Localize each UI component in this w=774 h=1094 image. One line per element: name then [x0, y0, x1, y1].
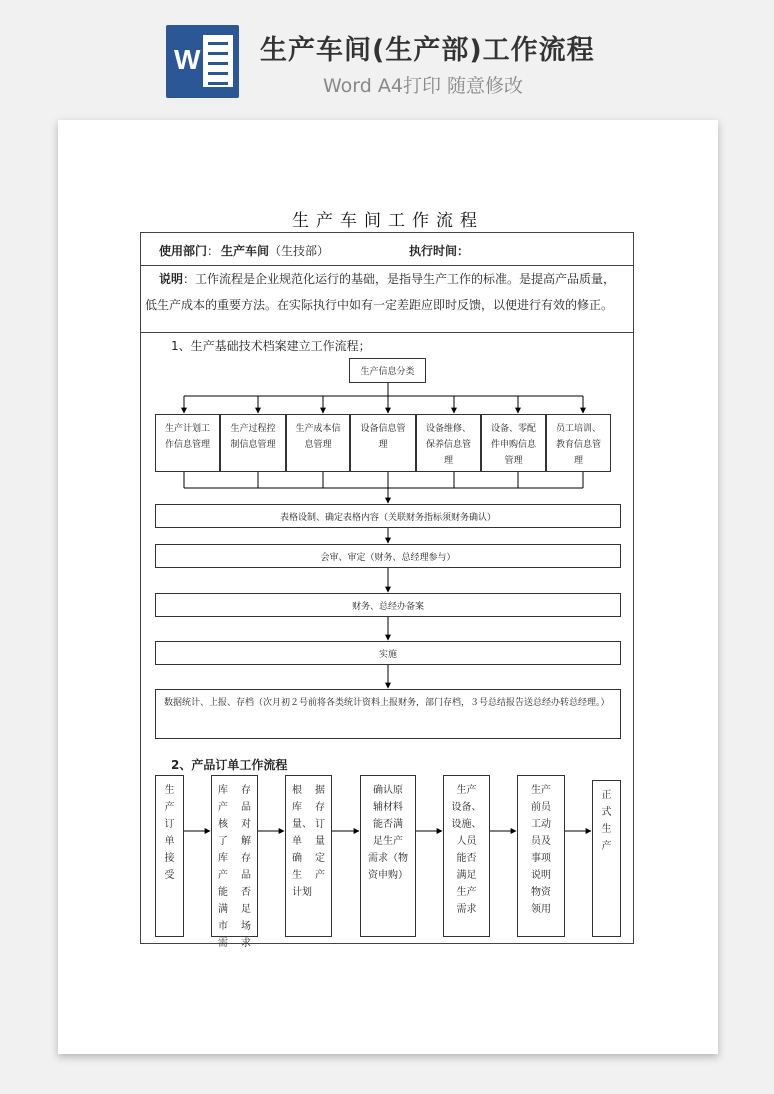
desc-line-2: 低生产成本的重要方法。在实际执行中如有一定差距应即时反馈，以便进行有效的修正。: [145, 298, 614, 312]
flow-step-box: 实施: [155, 641, 621, 665]
document-title: 生产车间工作流程: [292, 211, 484, 231]
order-step-box: 根 据 库 存 量、 订 单 量 确 定 生 产 计划: [285, 775, 332, 937]
page-header: [0, 0, 774, 110]
flow-step-box: 财务、总经办备案: [155, 593, 621, 617]
category-box: 设备信息管 理: [350, 414, 416, 472]
exec-time-label: 执行时间：: [409, 244, 470, 258]
section-1-heading: 1、生产基础技术档案建立工作流程；: [171, 339, 371, 353]
category-box: 员工培训、 教育信息管 理: [546, 414, 611, 472]
desc-line-1: ：工作流程是企业规范化运行的基础，是指导生产工作的标准。是提高产品质量，: [183, 272, 616, 286]
category-box: 设备维修、 保养信息管 理: [416, 414, 481, 472]
flow-final-box: 数据统计、上报、存档（次月初２号前将各类统计资料上报财务，部门存档，３号总结报告送总经办转总经理。）: [155, 689, 621, 739]
page-title: 生产车间(生产部)工作流程: [260, 35, 595, 66]
dept-value: 生产车间: [221, 244, 270, 258]
flow-step-box: 会审、审定（财务、总经理参与）: [155, 544, 621, 568]
document-page: [58, 120, 718, 1054]
flow-step-box: 表格设制、确定表格内容（关联财务指标须财务确认）: [155, 504, 621, 528]
order-step-box: 正 式 生 产: [592, 780, 621, 937]
dept-label: 使用部门: [159, 244, 208, 258]
section-2-heading: 2、产品订单工作流程: [171, 758, 288, 772]
info-category-root: 生产信息分类: [349, 358, 426, 383]
order-step-box: 生 产 订 单 接 受: [155, 775, 184, 937]
word-logo-letter: W: [174, 44, 201, 75]
desc-label: 说明: [159, 272, 184, 286]
word-logo-icon: [166, 25, 239, 98]
order-step-box: 库 存 产 品 核 对 了 解 库 存 产 品 能 否 满 足 市 场 需 求: [211, 775, 258, 937]
category-box: 设备、零配 件申购信息 管理: [481, 414, 546, 472]
order-step-box: 生产 前员 工动 员及 事项 说明 物资 领用: [517, 775, 565, 937]
order-step-box: 确认原 辅材料 能否满 足生产 需求（物 资申购）: [360, 775, 416, 937]
dept-note: （生技部）: [269, 244, 330, 258]
dept-row: 使用部门 ： 生产车间 （生技部） 执行时间：: [141, 233, 633, 266]
order-step-box: 生产 设备、 设施、 人员 能否 满足 生产 需求: [443, 775, 490, 937]
category-box: 生产计划工 作信息管理: [155, 414, 220, 472]
page-subtitle: Word A4打印 随意修改: [323, 75, 524, 97]
category-box: 生产过程控 制信息管理: [220, 414, 286, 472]
category-box: 生产成本信 息管理: [286, 414, 350, 472]
